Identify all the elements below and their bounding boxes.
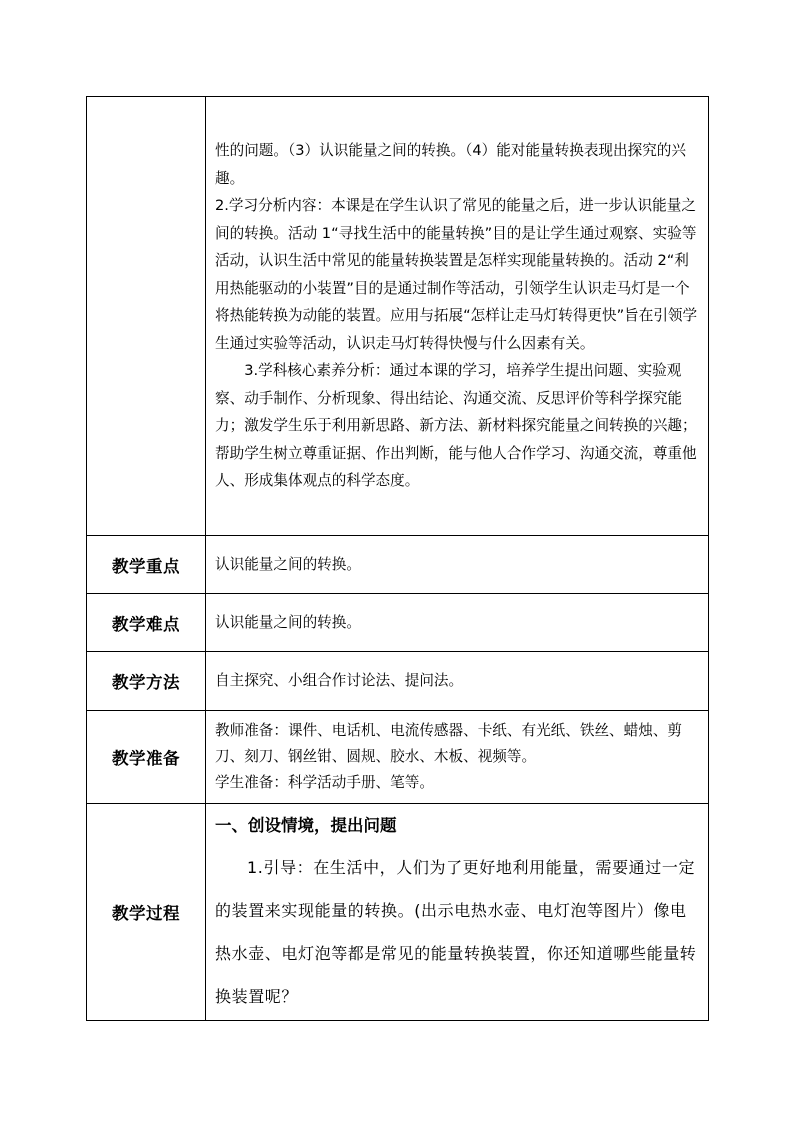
table-row-key-point xyxy=(87,536,709,594)
preparation-cell xyxy=(206,711,709,804)
key-point-content: 认识能量之间的转换。 xyxy=(206,536,709,594)
student-preparation-text: 学生准备：科学活动手册、笔等。 xyxy=(215,774,434,791)
teacher-preparation-text: 教师准备：课件、电话机、电流传感器、卡纸、有光纸、铁丝、蜡烛、剪刀、刻刀、钢丝钳、圆规、胶水、木板、视频等。 xyxy=(215,722,683,765)
table-row-preparation xyxy=(87,711,709,804)
row-label-empty xyxy=(87,97,206,536)
process-cell xyxy=(206,804,709,1021)
objectives-analysis-cell xyxy=(206,97,709,536)
process-label: 教学过程 xyxy=(87,804,206,1021)
table-row-difficulty xyxy=(87,594,709,652)
table-row-method xyxy=(87,652,709,711)
table-row-process xyxy=(87,804,709,1021)
core-literacy-text: 3.学科核心素养分析：通过本课的学习，培养学生提出问题、实验观察、动手制作、分析现象、得出结论、沟通交流、反思评价等科学探究能力；激发学生乐于利用新思路、新方法、新材料探究能量之间转换的兴趣；帮助学生树立尊重证据、作出判断，能与他人合作学习、沟通交流，尊重他人、形成集体观点的科学态度。 xyxy=(215,362,697,490)
objectives-continuation-text: 性的问题。（3）认识能量之间的转换。（4）能对能量转换表现出探究的兴趣。 xyxy=(215,142,686,187)
process-guide-paragraph: 1.引导：在生活中，人们为了更好地利用能量，需要通过一定的装置来实现能量的转换。(出示电热水壶、电灯泡等图片）像电热水壶、电灯泡等都是常见的能量转换装置，你还知道哪些能量转换装置呢？ xyxy=(215,858,697,1006)
table-row-objectives-analysis xyxy=(87,97,709,536)
method-content: 自主探究、小组合作讨论法、提问法。 xyxy=(206,652,709,711)
lesson-plan-table xyxy=(86,96,709,1021)
method-label: 教学方法 xyxy=(87,652,206,711)
process-section-heading: 一、创设情境，提出问题 xyxy=(215,816,397,835)
learning-analysis-text: 2.学习分析内容：本课是在学生认识了常见的能量之后，进一步认识能量之间的转换。活动 1“寻找生活中的能量转换”目的是让学生通过观察、实验等活动，认识生活中常见的能量转换装置是怎样实现能量转换的。活动 2“利用热能驱动的小装置”目的是通过制作等活动，引领学生认识走马灯是一个将热能转换为动能的装置。应用与拓展“怎样让走马灯转得更快”旨在引领学生通过实验等活动，认识走马灯转得快慢与什么因素有关。 xyxy=(215,197,698,352)
key-point-label: 教学重点 xyxy=(87,536,206,594)
difficulty-label: 教学难点 xyxy=(87,594,206,652)
difficulty-content: 认识能量之间的转换。 xyxy=(206,594,709,652)
preparation-label: 教学准备 xyxy=(87,711,206,804)
